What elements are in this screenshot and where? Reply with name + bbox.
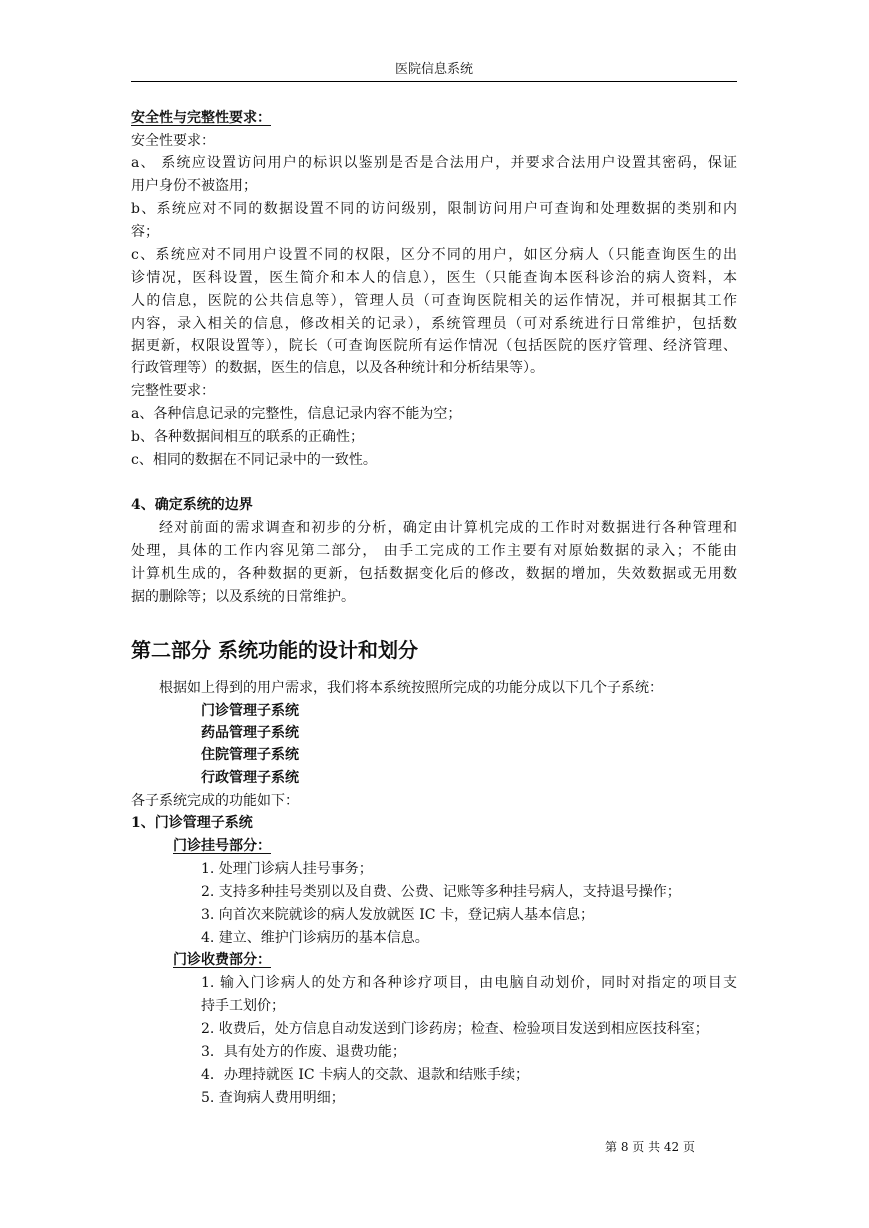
part2-title: 第二部分 系统功能的设计和划分 — [131, 638, 418, 662]
security-item-a-line1: a、 系统应设置访问用户的标识以鉴别是否是合法用户，并要求合法用户设置其密码，保证 — [131, 155, 737, 171]
security-item-c-line6: 行政管理等）的数据，医生的信息，以及各种统计和分析结果等）。 — [131, 360, 544, 376]
header-rule — [131, 81, 737, 82]
integrity-item-b: b、各种数据间相互的联系的正确性； — [131, 429, 364, 445]
security-subheading: 安全性要求： — [131, 133, 215, 149]
security-item-b-line2: 容； — [131, 224, 159, 240]
charging-item-1-line2: 持手工划价； — [201, 998, 285, 1014]
integrity-subheading: 完整性要求： — [131, 383, 215, 399]
subsystem-outpatient: 门诊管理子系统 — [201, 703, 299, 719]
security-item-c-line2: 诊情况，医科设置，医生简介和本人的信息），医生（只能查询本医科诊治的病人资料，本 — [131, 270, 737, 286]
boundary-line3: 计算机生成的，各种数据的更新，包括数据变化后的修改，数据的增加，失效数据或无用数 — [131, 566, 737, 582]
charging-item-1-line1: 1. 输入门诊病人的处方和各种诊疗项目，由电脑自动划价，同时对指定的项目支 — [201, 975, 737, 991]
charging-item-4: 4．办理持就医 IC 卡病人的交款、退款和结账手续； — [201, 1067, 530, 1083]
registration-item-3: 3. 向首次来院就诊的病人发放就医 IC 卡，登记病人基本信息； — [201, 907, 594, 923]
security-item-b-line1: b、系统应对不同的数据设置不同的访问级别，限制访问用户可查询和处理数据的类别和内 — [131, 201, 737, 217]
integrity-item-c: c、相同的数据在不同记录中的一致性。 — [131, 452, 377, 468]
integrity-item-a: a、各种信息记录的完整性，信息记录内容不能为空； — [131, 406, 462, 422]
part2-intro: 根据如上得到的用户需求，我们将本系统按照所完成的功能分成以下几个子系统： — [159, 680, 663, 696]
security-item-a-line2: 用户身份不被盗用； — [131, 178, 257, 194]
registration-item-1: 1. 处理门诊病人挂号事务； — [201, 861, 373, 877]
security-item-c-line4: 内容，录入相关的信息，修改相关的记录），系统管理员（可对系统进行日常维护，包括数 — [131, 316, 737, 332]
section1-heading: 1、门诊管理子系统 — [131, 815, 253, 831]
security-heading: 安全性与完整性要求： — [131, 110, 271, 126]
page-footer: 第 8 页 共 42 页 — [605, 1140, 695, 1154]
charging-heading: 门诊收费部分： — [173, 952, 271, 968]
registration-item-4: 4. 建立、维护门诊病历的基本信息。 — [201, 930, 429, 946]
registration-item-2: 2. 支持多种挂号类别以及自费、公费、记账等多种挂号病人，支持退号操作； — [201, 884, 681, 900]
boundary-line1: 经对前面的需求调查和初步的分析，确定由计算机完成的工作时对数据进行各种管理和 — [159, 520, 737, 536]
registration-heading: 门诊挂号部分： — [173, 838, 271, 854]
page-header: 医院信息系统 — [394, 62, 473, 77]
subsystem-admin: 行政管理子系统 — [201, 770, 299, 786]
charging-item-2: 2. 收费后，处方信息自动发送到门诊药房；检查、检验项目发送到相应医技科室； — [201, 1021, 709, 1037]
security-item-c-line1: c、系统应对不同用户设置不同的权限，区分不同的用户，如区分病人（只能查询医生的出 — [131, 247, 737, 263]
functions-intro: 各子系统完成的功能如下： — [131, 793, 299, 809]
charging-item-5: 5. 查询病人费用明细； — [201, 1090, 345, 1106]
security-item-c-line3: 人的信息，医院的公共信息等），管理人员（可查询医院相关的运作情况，并可根据其工作 — [131, 293, 737, 309]
subsystem-pharmacy: 药品管理子系统 — [201, 725, 299, 741]
subsystem-inpatient: 住院管理子系统 — [201, 747, 299, 763]
boundary-line4: 据的删除等；以及系统的日常维护。 — [131, 589, 355, 605]
boundary-line2: 处理，具体的工作内容见第二部分， 由手工完成的工作主要有对原始数据的录入；不能由 — [131, 543, 737, 559]
security-item-c-line5: 据更新，权限设置等），院长（可查询医院所有运作情况（包括医院的医疗管理、经济管理、 — [131, 338, 737, 354]
boundary-heading: 4、确定系统的边界 — [131, 497, 253, 513]
charging-item-3: 3．具有处方的作废、退费功能； — [201, 1044, 406, 1060]
